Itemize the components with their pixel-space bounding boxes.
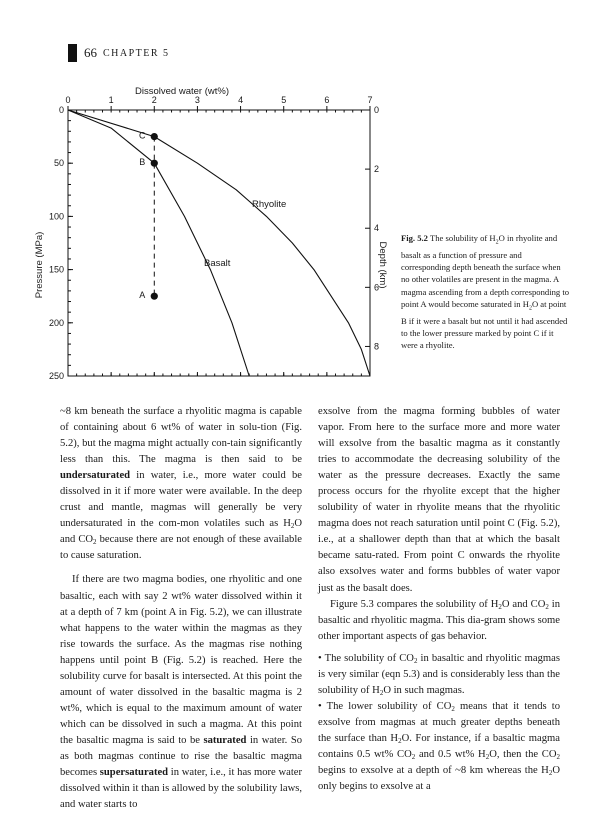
bold-term: saturated	[203, 734, 247, 746]
x-tick-label: 4	[238, 95, 244, 105]
y-tick-label: 100	[48, 211, 64, 222]
chapter-label: CHAPTER 5	[103, 47, 170, 59]
y-tick-label: 200	[48, 317, 64, 328]
rhyolite-solubility-curve	[68, 110, 370, 376]
point-c-label: C	[139, 130, 146, 141]
y-tick-label: 50	[53, 158, 64, 169]
y-tick-label: 150	[48, 264, 64, 275]
caption-subscript: 2	[495, 239, 499, 246]
point-a-marker	[151, 293, 158, 300]
paragraph: If there are two magma bodies, one rhyolitic and one basaltic, each with say 2 wt% water dissolved within it at a depth of 7 km (point A in Fig. 5.2), we can illustrate what happens to the water within the magmas as they rise towards the surface. As the magmas rise nothing happens until point B (Fig. 5.2) is reached. Here the solubility curve for basalt is intersected. At this point the amount of water dissolved in the basaltic magma is 2 wt%, which is equal to the maximum amount of water which can be dissolved in such a magma. At this point the basaltic magma is said to be saturated in water. So as both magmas continue to rise the basaltic magma becomes supersaturated in water, i.e., it has more water dissolved within it than is allowed by the solubility laws, and water starts to	[60, 574, 303, 811]
y-tick-label: 250	[48, 371, 64, 381]
basalt-curve-label: Basalt	[204, 258, 231, 269]
paragraph: Figure 5.3 compares the solubility of $H_2O$ and $CO_2$ in basaltic and rhyolitic magma. This dia-gram shows some other important aspects of gas behavior.	[318, 598, 561, 642]
x-tick-label: 0	[65, 95, 71, 105]
running-head	[68, 44, 170, 62]
x-tick-label: 3	[194, 95, 200, 105]
caption-text: O at point B if it were a basalt but not until it had ascended to the lower pressure marked by point C if it were a rhyolite.	[401, 298, 568, 351]
point-b-label: B	[139, 157, 146, 168]
x-tick-label: 5	[281, 95, 287, 105]
right-axis-title: Depth (km)	[377, 241, 388, 289]
caption-text: The solubility of H	[429, 233, 496, 243]
point-b-marker	[151, 160, 158, 167]
x-tick-label: 7	[367, 95, 373, 105]
y2-tick-label: 2	[374, 164, 380, 175]
y2-tick-label: 4	[374, 223, 380, 234]
x-tick-label: 6	[324, 95, 330, 105]
running-head-bar	[68, 44, 77, 62]
bullet-item: • The lower solubility of $CO_2$ means that it tends to exsolve from magmas at much greater depths beneath the surface than $H_2O$. For instance, if a basaltic magma contains 0.5 wt% $CO_2$ and 0.5 wt% $H_2O$, then the $CO_2$ begins to exsolve at a depth of ~8 km whereas the $H_2O$ only begins to exsolve at a	[318, 700, 561, 793]
top-axis-title: Dissolved water (wt%)	[135, 86, 229, 97]
rhyolite-curve-label: Rhyolite	[252, 199, 287, 210]
figure-5-2-chart	[28, 80, 398, 390]
bold-term: undersaturated	[60, 470, 131, 482]
x-tick-label: 1	[108, 95, 114, 105]
bullet-item: • The solubility of $CO_2$ in basaltic and rhyolitic magmas is very similar (eqn 5.3) and is considerably less than the solubility of $H_2O$ in such magmas.	[318, 652, 560, 697]
figure-caption	[401, 232, 571, 351]
caption-subscript: 2	[528, 305, 532, 312]
caption-label: Fig. 5.2	[401, 233, 428, 243]
point-c-marker	[151, 133, 158, 140]
y-tick-label: 0	[58, 105, 64, 115]
y2-tick-label: 0	[374, 105, 380, 115]
caption-text: O in rhyolite and basalt as a function of pressure and corresponding depth beneath the surface when no other volatiles are present in the magma. A magma ascending from a depth corresponding to point A would become saturated in H	[401, 233, 570, 309]
x-tick-label: 2	[151, 95, 157, 105]
left-axis-title: Pressure (MPa)	[34, 231, 45, 299]
paragraph: exsolve from the magma forming bubbles of water vapor. From here to the surface more and more water will exsolve from the basaltic magma as it constantly tries to accommodate the decreasing solubility of the water as the pressure decreases. Exactly the same process occurs for the rhyolite except that the higher solubility of water in rhyolite means that the rhyolitic magma does not reach saturation until point C (Fig. 5.2), i.e., at a shallower depth than that at which the basalt became satu-rated. From point C onwards the rhyolite also exsolves water and forms bubbles of water vapor just as the basalt does.	[318, 406, 560, 594]
paragraph: ~8 km beneath the surface a rhyolitic magma is capable of containing about 6 wt% of water in solu-tion (Fig. 5.2), but the magma might actually con-tain significantly less than this. The magma is then said to be undersaturated in water, i.e., more water could be dissolved in it if more water were available. In the deep crust and mantle, magmas will generally be very undersaturated in the com-mon volatiles such as $H_2O$ and $CO_2$ because there are not enough of these available to cause saturation.	[60, 406, 302, 562]
y2-tick-label: 6	[374, 282, 380, 293]
left-text-column	[60, 404, 302, 813]
bold-term: supersaturated	[99, 767, 169, 779]
y2-tick-label: 8	[374, 341, 380, 352]
plot-frame	[68, 110, 370, 376]
basalt-solubility-curve	[68, 110, 249, 376]
right-text-column	[318, 404, 560, 795]
point-a-label: A	[139, 290, 146, 301]
page-number: 66	[84, 45, 97, 60]
